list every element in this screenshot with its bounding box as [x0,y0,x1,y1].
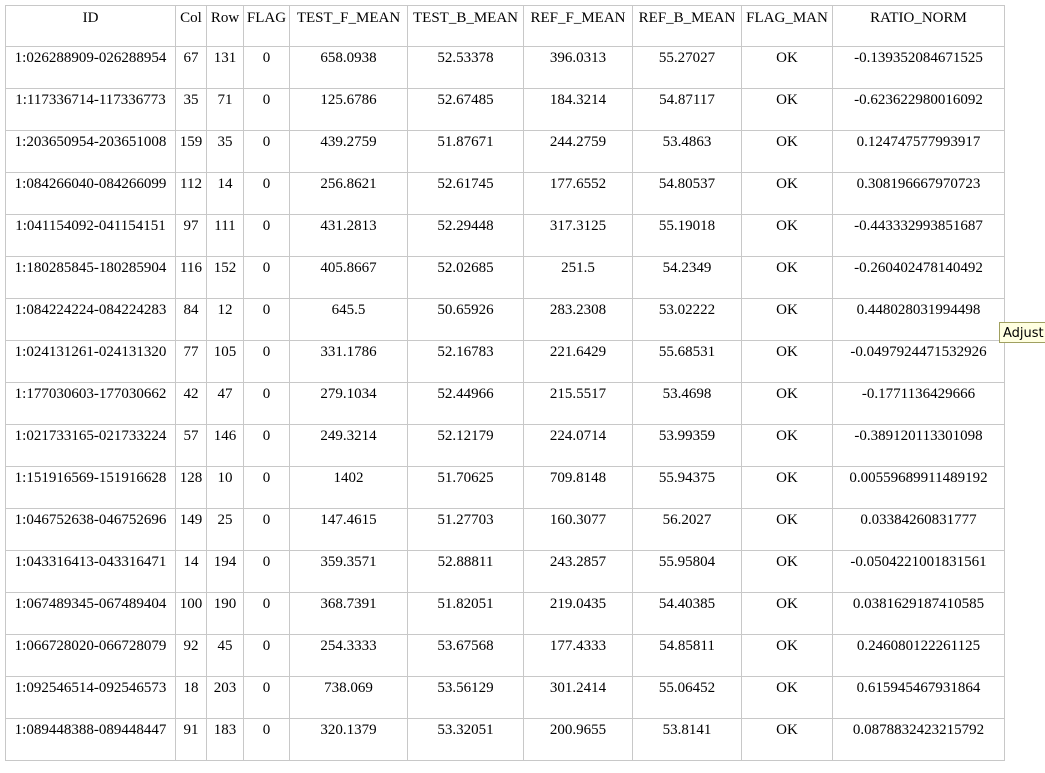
cell-row[interactable]: 12 [207,299,244,341]
cell-ref-f-mean[interactable]: 219.0435 [524,593,633,635]
cell-flag-man[interactable]: OK [742,47,833,89]
cell-ref-f-mean[interactable]: 283.2308 [524,299,633,341]
column-header-row[interactable]: Row [207,6,244,47]
cell-row[interactable]: 131 [207,47,244,89]
cell-flag-man[interactable]: OK [742,89,833,131]
cell-flag[interactable]: 0 [244,467,290,509]
cell-test-b-mean[interactable]: 51.27703 [408,509,524,551]
cell-ref-f-mean[interactable]: 251.5 [524,257,633,299]
cell-test-f-mean[interactable]: 368.7391 [290,593,408,635]
cell-flag-man[interactable]: OK [742,383,833,425]
cell-flag[interactable]: 0 [244,551,290,593]
cell-flag-man[interactable]: OK [742,593,833,635]
cell-test-f-mean[interactable]: 405.8667 [290,257,408,299]
cell-flag[interactable]: 0 [244,635,290,677]
column-header-test-f-mean[interactable]: TEST_F_MEAN [290,6,408,47]
cell-row[interactable]: 10 [207,467,244,509]
cell-test-f-mean[interactable]: 439.2759 [290,131,408,173]
cell-row[interactable]: 194 [207,551,244,593]
cell-col[interactable]: 84 [176,299,207,341]
cell-flag[interactable]: 0 [244,131,290,173]
cell-test-b-mean[interactable]: 52.44966 [408,383,524,425]
cell-row[interactable]: 152 [207,257,244,299]
cell-test-b-mean[interactable]: 51.87671 [408,131,524,173]
cell-id[interactable]: 1:084224224-084224283 [6,299,176,341]
cell-ratio-norm[interactable]: -0.1771136429666 [833,383,1005,425]
cell-test-b-mean[interactable]: 52.16783 [408,341,524,383]
cell-flag-man[interactable]: OK [742,257,833,299]
cell-id[interactable]: 1:084266040-084266099 [6,173,176,215]
cell-ref-f-mean[interactable]: 224.0714 [524,425,633,467]
cell-col[interactable]: 159 [176,131,207,173]
cell-ref-b-mean[interactable]: 55.94375 [633,467,742,509]
cell-ratio-norm[interactable]: 0.448028031994498 [833,299,1005,341]
cell-row[interactable]: 146 [207,425,244,467]
cell-ratio-norm[interactable]: -0.0504221001831561 [833,551,1005,593]
table-row[interactable] [6,677,1005,719]
cell-ref-f-mean[interactable]: 177.6552 [524,173,633,215]
table-row[interactable] [6,173,1005,215]
cell-id[interactable]: 1:024131261-024131320 [6,341,176,383]
cell-ref-f-mean[interactable]: 221.6429 [524,341,633,383]
cell-ref-f-mean[interactable]: 709.8148 [524,467,633,509]
cell-flag-man[interactable]: OK [742,173,833,215]
cell-flag-man[interactable]: OK [742,299,833,341]
cell-row[interactable]: 190 [207,593,244,635]
cell-row[interactable]: 45 [207,635,244,677]
cell-test-b-mean[interactable]: 50.65926 [408,299,524,341]
table-row[interactable] [6,299,1005,341]
cell-ratio-norm[interactable]: 0.03384260831777 [833,509,1005,551]
cell-ref-b-mean[interactable]: 53.02222 [633,299,742,341]
table-row[interactable] [6,425,1005,467]
cell-ref-b-mean[interactable]: 54.85811 [633,635,742,677]
table-row[interactable] [6,509,1005,551]
cell-flag-man[interactable]: OK [742,719,833,761]
table-row[interactable] [6,719,1005,761]
adjust-tooltip: Adjust [999,322,1045,343]
cell-test-b-mean[interactable]: 52.88811 [408,551,524,593]
cell-flag[interactable]: 0 [244,593,290,635]
table-body [6,47,1005,761]
table-row[interactable] [6,215,1005,257]
cell-flag[interactable]: 0 [244,383,290,425]
cell-test-f-mean[interactable]: 738.069 [290,677,408,719]
cell-col[interactable]: 67 [176,47,207,89]
cell-ref-f-mean[interactable]: 160.3077 [524,509,633,551]
column-header-test-b-mean[interactable]: TEST_B_MEAN [408,6,524,47]
cell-ratio-norm[interactable]: -0.139352084671525 [833,47,1005,89]
cell-flag[interactable]: 0 [244,299,290,341]
cell-ratio-norm[interactable]: 0.308196667970723 [833,173,1005,215]
cell-row[interactable]: 183 [207,719,244,761]
cell-test-f-mean[interactable]: 249.3214 [290,425,408,467]
table-row[interactable] [6,341,1005,383]
cell-id[interactable]: 1:041154092-041154151 [6,215,176,257]
cell-ref-f-mean[interactable]: 317.3125 [524,215,633,257]
cell-id[interactable]: 1:043316413-043316471 [6,551,176,593]
cell-test-f-mean[interactable]: 279.1034 [290,383,408,425]
cell-flag-man[interactable]: OK [742,551,833,593]
cell-flag-man[interactable]: OK [742,677,833,719]
cell-id[interactable]: 1:180285845-180285904 [6,257,176,299]
cell-ref-f-mean[interactable]: 244.2759 [524,131,633,173]
column-header-ref-b-mean[interactable]: REF_B_MEAN [633,6,742,47]
cell-id[interactable]: 1:089448388-089448447 [6,719,176,761]
cell-col[interactable]: 149 [176,509,207,551]
cell-test-b-mean[interactable]: 53.32051 [408,719,524,761]
cell-ref-b-mean[interactable]: 53.8141 [633,719,742,761]
cell-id[interactable]: 1:066728020-066728079 [6,635,176,677]
cell-test-b-mean[interactable]: 52.61745 [408,173,524,215]
cell-flag-man[interactable]: OK [742,467,833,509]
cell-flag-man[interactable]: OK [742,425,833,467]
cell-flag[interactable]: 0 [244,677,290,719]
cell-flag[interactable]: 0 [244,257,290,299]
table-row[interactable] [6,257,1005,299]
cell-ref-b-mean[interactable]: 55.27027 [633,47,742,89]
cell-test-b-mean[interactable]: 53.67568 [408,635,524,677]
cell-ratio-norm[interactable]: -0.623622980016092 [833,89,1005,131]
cell-flag[interactable]: 0 [244,341,290,383]
cell-test-f-mean[interactable]: 331.1786 [290,341,408,383]
cell-ref-b-mean[interactable]: 55.06452 [633,677,742,719]
cell-test-b-mean[interactable]: 53.56129 [408,677,524,719]
cell-test-b-mean[interactable]: 51.82051 [408,593,524,635]
table-row[interactable] [6,593,1005,635]
cell-col[interactable]: 92 [176,635,207,677]
cell-test-b-mean[interactable]: 52.12179 [408,425,524,467]
cell-col[interactable]: 18 [176,677,207,719]
cell-ref-b-mean[interactable]: 54.87117 [633,89,742,131]
cell-test-f-mean[interactable]: 125.6786 [290,89,408,131]
cell-ref-b-mean[interactable]: 53.99359 [633,425,742,467]
cell-row[interactable]: 203 [207,677,244,719]
cell-ref-b-mean[interactable]: 54.80537 [633,173,742,215]
cell-test-f-mean[interactable]: 256.8621 [290,173,408,215]
cell-test-f-mean[interactable]: 431.2813 [290,215,408,257]
cell-flag[interactable]: 0 [244,89,290,131]
data-table [5,5,1005,761]
cell-ref-b-mean[interactable]: 56.2027 [633,509,742,551]
cell-row[interactable]: 35 [207,131,244,173]
column-header-col[interactable]: Col [176,6,207,47]
cell-ref-f-mean[interactable]: 200.9655 [524,719,633,761]
cell-ref-b-mean[interactable]: 53.4698 [633,383,742,425]
cell-row[interactable]: 71 [207,89,244,131]
cell-flag-man[interactable]: OK [742,509,833,551]
cell-flag[interactable]: 0 [244,47,290,89]
column-header-flag-man[interactable]: FLAG_MAN [742,6,833,47]
cell-id[interactable]: 1:151916569-151916628 [6,467,176,509]
cell-id[interactable]: 1:021733165-021733224 [6,425,176,467]
table-row[interactable] [6,131,1005,173]
cell-ref-f-mean[interactable]: 301.2414 [524,677,633,719]
cell-flag-man[interactable]: OK [742,131,833,173]
cell-ref-b-mean[interactable]: 55.68531 [633,341,742,383]
cell-flag-man[interactable]: OK [742,635,833,677]
cell-test-f-mean[interactable]: 359.3571 [290,551,408,593]
cell-col[interactable]: 128 [176,467,207,509]
cell-test-b-mean[interactable]: 52.53378 [408,47,524,89]
cell-flag[interactable]: 0 [244,173,290,215]
cell-test-f-mean[interactable]: 254.3333 [290,635,408,677]
cell-ref-f-mean[interactable]: 177.4333 [524,635,633,677]
cell-id[interactable]: 1:046752638-046752696 [6,509,176,551]
cell-ratio-norm[interactable]: 0.615945467931864 [833,677,1005,719]
cell-ref-f-mean[interactable]: 396.0313 [524,47,633,89]
cell-col[interactable]: 97 [176,215,207,257]
cell-test-b-mean[interactable]: 52.02685 [408,257,524,299]
column-header-flag[interactable]: FLAG [244,6,290,47]
cell-test-f-mean[interactable]: 645.5 [290,299,408,341]
cell-flag[interactable]: 0 [244,215,290,257]
table-row[interactable] [6,89,1005,131]
cell-flag-man[interactable]: OK [742,215,833,257]
cell-row[interactable]: 111 [207,215,244,257]
table-row[interactable] [6,467,1005,509]
cell-ref-b-mean[interactable]: 55.19018 [633,215,742,257]
column-header-ref-f-mean[interactable]: REF_F_MEAN [524,6,633,47]
cell-id[interactable]: 1:092546514-092546573 [6,677,176,719]
cell-test-b-mean[interactable]: 52.29448 [408,215,524,257]
column-header-id[interactable]: ID [6,6,176,47]
cell-id[interactable]: 1:177030603-177030662 [6,383,176,425]
header-row [6,6,1005,47]
cell-col[interactable]: 91 [176,719,207,761]
cell-col[interactable]: 77 [176,341,207,383]
cell-col[interactable]: 35 [176,89,207,131]
cell-row[interactable]: 47 [207,383,244,425]
cell-id[interactable]: 1:203650954-203651008 [6,131,176,173]
cell-ratio-norm[interactable]: 0.0381629187410585 [833,593,1005,635]
cell-id[interactable]: 1:117336714-117336773 [6,89,176,131]
cell-ratio-norm[interactable]: 0.0878832423215792 [833,719,1005,761]
cell-ratio-norm[interactable]: 0.246080122261125 [833,635,1005,677]
cell-test-b-mean[interactable]: 52.67485 [408,89,524,131]
cell-test-f-mean[interactable]: 658.0938 [290,47,408,89]
cell-test-b-mean[interactable]: 51.70625 [408,467,524,509]
column-header-ratio-norm[interactable]: RATIO_NORM [833,6,1005,47]
cell-ratio-norm[interactable]: -0.0497924471532926 [833,341,1005,383]
cell-row[interactable]: 105 [207,341,244,383]
table-row[interactable] [6,551,1005,593]
cell-col[interactable]: 100 [176,593,207,635]
cell-flag[interactable]: 0 [244,509,290,551]
cell-col[interactable]: 116 [176,257,207,299]
cell-ratio-norm[interactable]: -0.389120113301098 [833,425,1005,467]
cell-col[interactable]: 14 [176,551,207,593]
cell-ratio-norm[interactable]: 0.00559689911489192 [833,467,1005,509]
cell-flag-man[interactable]: OK [742,341,833,383]
cell-flag[interactable]: 0 [244,719,290,761]
cell-ref-f-mean[interactable]: 243.2857 [524,551,633,593]
cell-col[interactable]: 57 [176,425,207,467]
cell-id[interactable]: 1:067489345-067489404 [6,593,176,635]
cell-id[interactable]: 1:026288909-026288954 [6,47,176,89]
cell-ratio-norm[interactable]: -0.443332993851687 [833,215,1005,257]
cell-ref-b-mean[interactable]: 53.4863 [633,131,742,173]
cell-ref-f-mean[interactable]: 215.5517 [524,383,633,425]
cell-ref-f-mean[interactable]: 184.3214 [524,89,633,131]
cell-test-f-mean[interactable]: 320.1379 [290,719,408,761]
table-row[interactable] [6,383,1005,425]
table-row[interactable] [6,47,1005,89]
cell-ref-b-mean[interactable]: 54.40385 [633,593,742,635]
cell-col[interactable]: 42 [176,383,207,425]
cell-col[interactable]: 112 [176,173,207,215]
cell-ref-b-mean[interactable]: 54.2349 [633,257,742,299]
table-row[interactable] [6,635,1005,677]
cell-test-f-mean[interactable]: 147.4615 [290,509,408,551]
cell-test-f-mean[interactable]: 1402 [290,467,408,509]
cell-flag[interactable]: 0 [244,425,290,467]
cell-ref-b-mean[interactable]: 55.95804 [633,551,742,593]
cell-ratio-norm[interactable]: 0.124747577993917 [833,131,1005,173]
cell-row[interactable]: 25 [207,509,244,551]
cell-row[interactable]: 14 [207,173,244,215]
cell-ratio-norm[interactable]: -0.260402478140492 [833,257,1005,299]
